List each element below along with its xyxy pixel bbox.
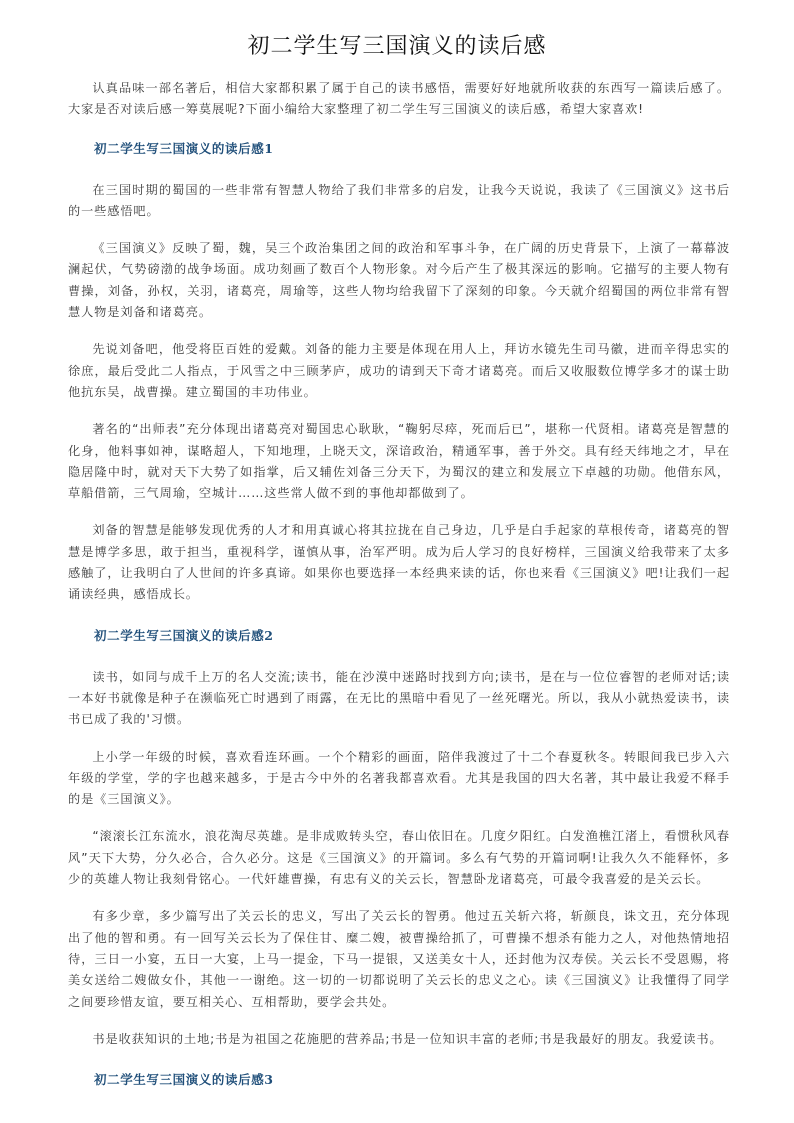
document-body [68,78,730,1111]
intro-paragraph: 认真品味一部名著后，相信大家都积累了属于自己的读书感悟，需要好好地就所收获的东西写一篇读后感了。大家是否对读后感一筹莫展呢?下面小编给大家整理了初二学生写三国演义的读后感，希望大家喜欢! [68,81,730,117]
section-2-paragraph: “滚滚长江东流水，浪花淘尽英雄。是非成败转头空，春山依旧在。几度夕阳红。白发渔樵江渚上，看惯秋风春风”天下大势，分久必合，合久必分。这是《三国演义》的开篇词。多么有气势的开篇词啊!让我久久不能释怀，多少的英雄人物让我刻骨铭心。一代奸雄曹操，有忠有义的关云长，智慧卧龙诸葛亮，可最令我喜爱的是关云长。 [68,829,730,887]
section-heading-3: 初二学生写三国演义的读后感3 [94,1072,274,1088]
section-1-paragraph: 在三国时期的蜀国的一些非常有智慧人物给了我们非常多的启发，让我今天说说，我读了《三国演义》这书后的一些感悟吧。 [68,182,730,218]
section-2-paragraph: 有多少章，多少篇写出了关云长的忠义，写出了关云长的智勇。他过五关斩六将，斩颜良，诛文丑，充分体现出了他的智和勇。有一回写关云长为了保住甘、糜二嫂，被曹操给抓了，可曹操不想杀有能力之人，对他热情地招待，三日一小宴，五日一大宴，上马一提金，下马一提银，又送美女十人，还封他为汉寿侯。关云长不受恩赐，将美女送给二嫂做女仆，其他一一谢绝。这一切的一切都说明了关云长的忠义之心。读《三国演义》让我懂得了同学之间要珍惜友谊，要互相关心、互相帮助，要学会共处。 [68,909,730,1009]
section-1-paragraph: 刘备的智慧是能够发现优秀的人才和用真诚心将其拉拢在自己身边，几乎是白手起家的草根传奇，诸葛亮的智慧是博学多思，敢于担当，重视科学，谨慎从事，治军严明。成为后人学习的良好榜样，三国演义给我带来了太多感触了，让我明白了人世间的许多真谛。如果你也要选择一本经典来读的话，你也来看《三国演义》吧!让我们一起诵读经典，感悟成长。 [68,523,730,602]
section-1-paragraph: 著名的“出师表”充分体现出诸葛亮对蜀国忠心耿耿，“鞠躬尽瘁，死而后已”，堪称一代贤相。诸葛亮是智慧的化身，他料事如神，谋略超人，下知地理，上晓天文，深谙政治，精通军事，善于外交。具有经天纬地之才，早在隐居隆中时，就对天下大势了如指掌，后又辅佐刘备三分天下，为蜀汉的建立和发展立下卓越的功勋。他借东风，草船借箭，三气周瑜，空城计……这些常人做不到的事他却都做到了。 [68,422,730,501]
page-title: 初二学生写三国演义的读后感 [247,34,547,59]
section-heading-1: 初二学生写三国演义的读后感1 [94,140,274,156]
section-heading-2: 初二学生写三国演义的读后感2 [94,627,274,643]
section-1-paragraph: 先说刘备吧，他受将臣百姓的爱戴。刘备的能力主要是体现在用人上，拜访水镜先生司马徽，进而辛得忠实的徐庶，最后受此二人指点，于风雪之中三顾茅庐，成功的请到天下奇才诸葛亮。而后又收服数位博学多才的谋士助他抗东吴，战曹操。建立蜀国的丰功伟业。 [68,342,730,399]
section-1-paragraph: 《三国演义》反映了蜀，魏，吴三个政治集团之间的政治和军事斗争，在广阔的历史背景下，上演了一幕幕波澜起伏，气势磅渤的战争场面。成功刻画了数百个人物形象。对今后产生了极其深远的影响。它描写的主要人物有曹操，刘备，孙权，关羽，诸葛亮，周瑜等，这些人物均给我留下了深刻的印象。今天就介绍蜀国的两位非常有智慧人物是刘备和诸葛亮。 [68,241,730,320]
section-2-paragraph: 上小学一年级的时候，喜欢看连环画。一个个精彩的画面，陪伴我渡过了十二个春夏秋冬。转眼间我已步入六年级的学堂，学的字也越来越多，于是古今中外的名著我都喜欢看。尤其是我国的四大名著，其中最让我爱不释手的是《三国演义》。 [68,749,730,807]
section-2-paragraph: 读书，如同与成千上万的名人交流;读书，能在沙漠中迷路时找到方向;读书，是在与一位位睿智的老师对话;读一本好书就像是种子在濒临死亡时遇到了雨露，在无比的黑暗中看见了一丝死曙光。所以，我从小就热爱读书，读书已成了我的'习惯。 [68,669,730,727]
section-2-paragraph: 书是收获知识的土地;书是为祖国之花施肥的营养品;书是一位知识丰富的老师;书是我最好的朋友。我爱读书。 [92,1031,723,1046]
